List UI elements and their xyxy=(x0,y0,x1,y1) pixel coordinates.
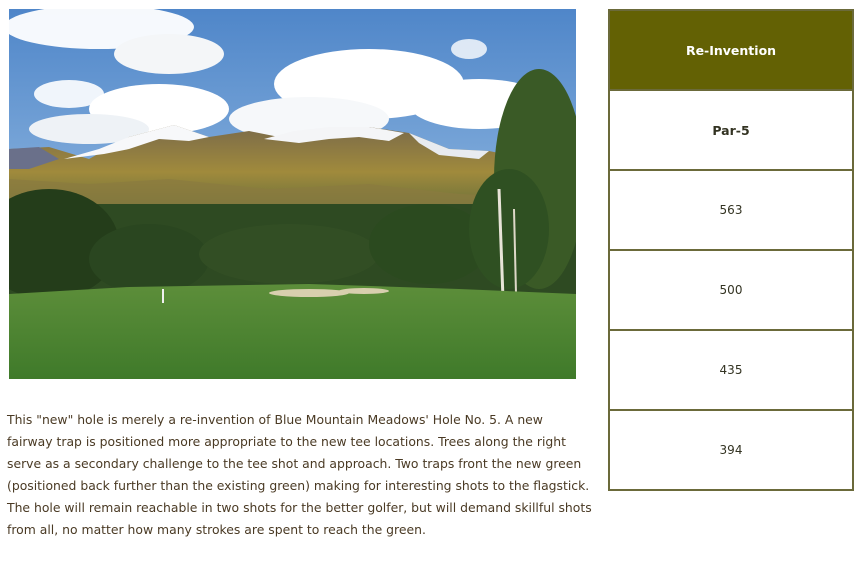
hole-name: Re-Invention xyxy=(609,10,853,90)
yardage-2: 500 xyxy=(609,250,853,330)
table-row xyxy=(609,10,853,90)
hole-photo xyxy=(9,9,576,379)
yardage-3: 435 xyxy=(609,330,853,410)
yardage-1: 563 xyxy=(609,170,853,250)
table-row xyxy=(609,410,853,490)
par-value: Par-5 xyxy=(609,90,853,170)
scorecard-table xyxy=(608,9,854,491)
table-row xyxy=(609,170,853,250)
table-row xyxy=(609,330,853,410)
hole-description: This "new" hole is merely a re-invention of Blue Mountain Meadows' Hole No. 5. A new fairway trap is positioned more appropriate to the new tee locations. Trees along the right serve as a secondary challenge to the tee shot and approach. Two traps front the new green (positioned back further than the existing green) making for interesting shots to the flagstick. The hole will remain reachable in two shots for the better golfer, but will demand skillful shots from all, no matter how many strokes are spent to reach the green. xyxy=(7,412,592,537)
table-row xyxy=(609,250,853,330)
yardage-4: 394 xyxy=(609,410,853,490)
table-row xyxy=(609,90,853,170)
